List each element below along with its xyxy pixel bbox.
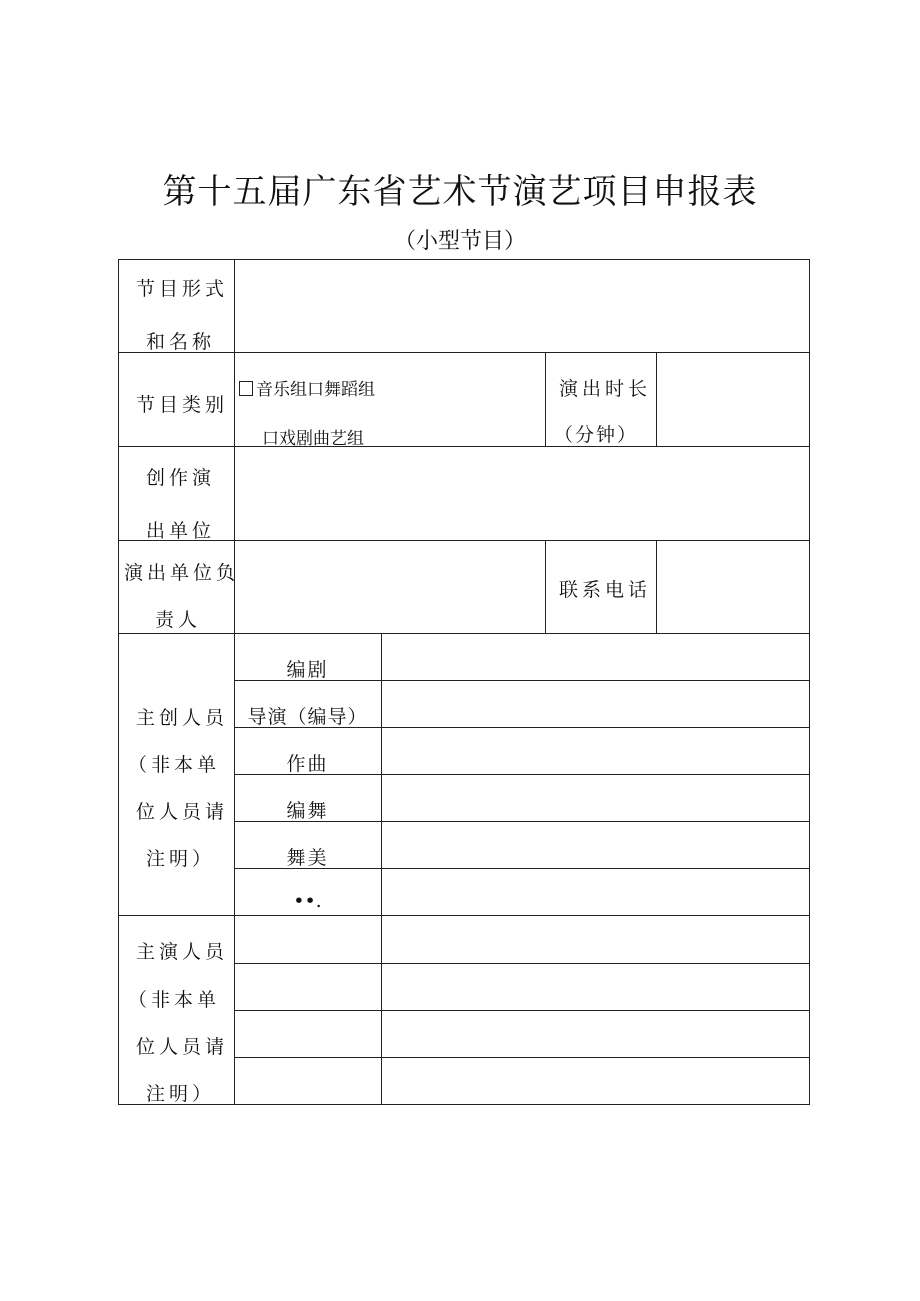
role-label-stage-design: 舞美: [286, 847, 329, 869]
row-divider: [234, 1057, 810, 1058]
row-divider: [234, 1010, 810, 1011]
program-name-field[interactable]: [236, 261, 808, 351]
performer-detail-field[interactable]: [383, 965, 808, 1009]
role-label-more: ••.: [293, 890, 322, 912]
role-input-stage-design[interactable]: [383, 823, 808, 867]
performer-detail-field[interactable]: [383, 1012, 808, 1056]
phone-field[interactable]: [658, 542, 808, 631]
performer-name-field[interactable]: [236, 1012, 379, 1056]
row-divider: [118, 540, 810, 541]
category-option-text: 音乐组口舞蹈组: [256, 380, 375, 400]
category-options-line2[interactable]: 口戏剧曲艺组: [262, 429, 364, 449]
main-creators-label: 位人员请: [136, 801, 229, 823]
row-divider: [118, 446, 810, 447]
row-divider: [118, 915, 810, 916]
main-performers-label: （非本单: [128, 989, 221, 1011]
phone-label: 联系电话: [559, 579, 652, 601]
responsible-person-field[interactable]: [236, 542, 543, 631]
column-divider: [234, 259, 235, 1105]
row-divider: [118, 352, 810, 353]
role-label-playwright: 编剧: [286, 659, 329, 681]
main-creators-label: 注明）: [146, 848, 216, 870]
column-divider: [545, 352, 546, 446]
creator-unit-field[interactable]: [236, 448, 808, 538]
performer-name-field[interactable]: [236, 965, 379, 1009]
performer-name-field[interactable]: [236, 1059, 379, 1103]
creator-unit-label: 创作演: [146, 467, 216, 489]
main-performers-label: 注明）: [146, 1083, 216, 1105]
role-input-playwright[interactable]: [383, 635, 808, 679]
page-subtitle: （小型节目）: [393, 229, 526, 254]
page-title: 第十五届广东省艺术节演艺项目申报表: [162, 172, 758, 212]
responsible-person-label: 演出单位负: [124, 562, 240, 584]
performer-name-field[interactable]: [236, 917, 379, 962]
role-label-choreographer: 编舞: [286, 800, 329, 822]
duration-label: 演出时长: [559, 378, 652, 400]
program-name-label: 和名称: [146, 331, 216, 353]
column-divider: [656, 540, 657, 633]
role-input-director[interactable]: [383, 682, 808, 726]
category-label: 节目类别: [136, 394, 229, 416]
role-input-choreographer[interactable]: [383, 776, 808, 820]
role-input-composer[interactable]: [383, 729, 808, 773]
main-performers-label: 主演人员: [136, 941, 229, 963]
duration-unit-label: （分钟）: [554, 424, 639, 446]
row-divider: [234, 963, 810, 964]
role-label-director: 导演（编导）: [247, 706, 368, 728]
program-name-label: 节目形式: [136, 278, 229, 300]
column-divider: [381, 633, 382, 1105]
duration-field[interactable]: [658, 354, 808, 444]
performer-detail-field[interactable]: [383, 1059, 808, 1103]
row-divider: [118, 633, 810, 634]
role-label-composer: 作曲: [286, 753, 329, 775]
column-divider: [656, 352, 657, 446]
responsible-person-label: 责人: [155, 609, 202, 631]
creator-unit-label: 出单位: [146, 520, 216, 542]
main-creators-label: （非本单: [128, 754, 221, 776]
role-input-more[interactable]: [383, 870, 808, 914]
checkbox-icon[interactable]: [239, 381, 253, 396]
column-divider: [545, 540, 546, 633]
main-creators-label: 主创人员: [136, 707, 229, 729]
main-performers-label: 位人员请: [136, 1036, 229, 1058]
performer-detail-field[interactable]: [383, 917, 808, 962]
category-options-line1[interactable]: [239, 375, 375, 400]
